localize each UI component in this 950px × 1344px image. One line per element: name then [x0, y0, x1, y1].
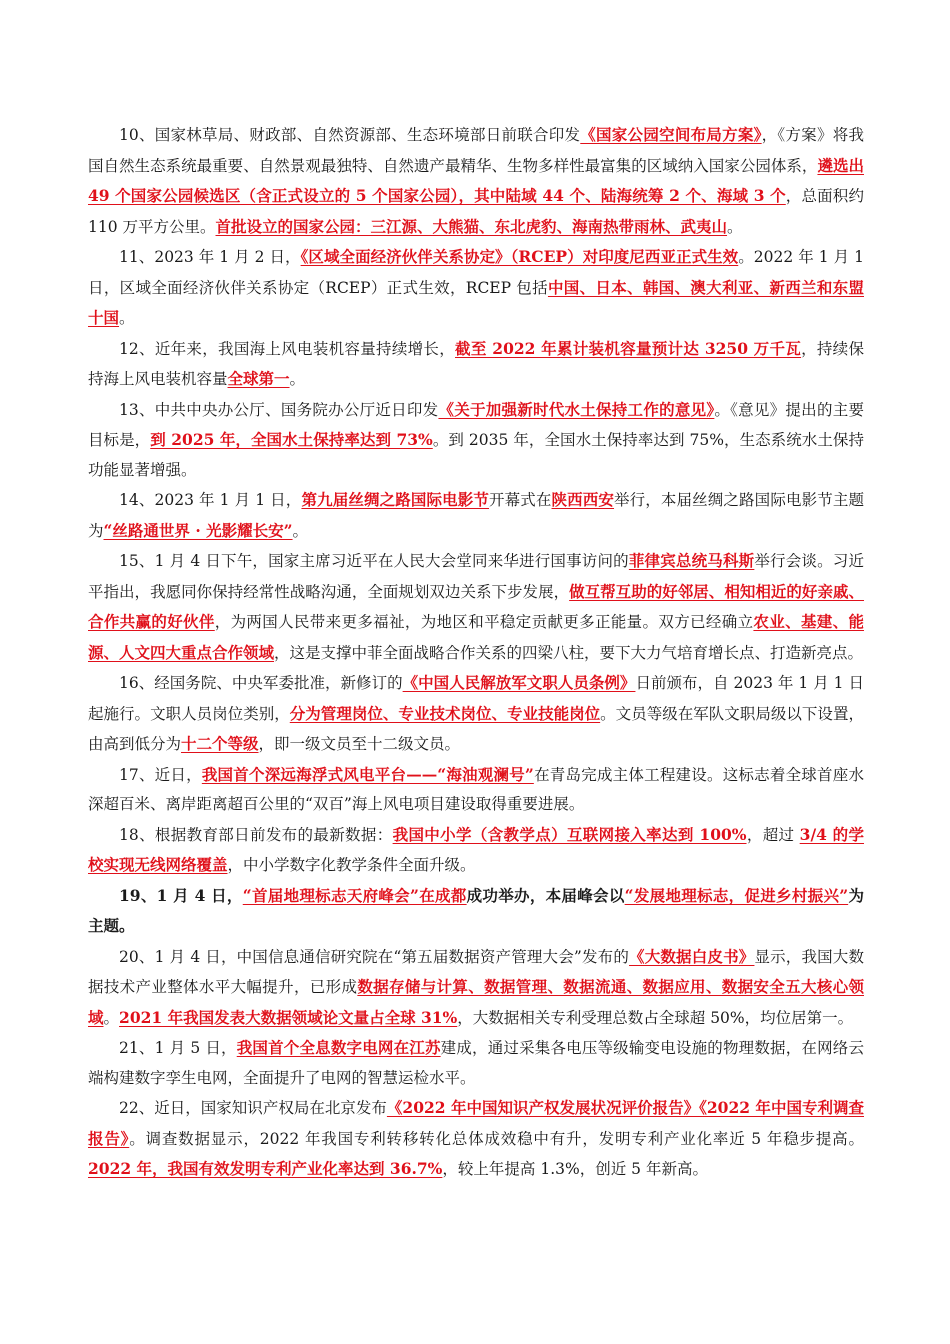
body-text: 。文员等级在军队文职局级以下设置，由高到低分为 [88, 704, 864, 753]
body-text: ，为两国人民带来更多福祉，为地区和平稳定贡献更多正能量。双方已经确立 [214, 613, 754, 631]
body-text: 12、近年来，我国海上风电装机容量持续增长， [119, 339, 456, 358]
body-text: 。 [727, 217, 743, 236]
body-text: 建成，通过采集各电压等级输变电设施的物理数据，在网络云端构建数字孪生电网，全面提升了电网的智慧运检水平。 [88, 1039, 864, 1087]
highlighted-key-point: 我国首个深远海浮式风电平台——“海油观澜号” [201, 764, 534, 784]
body-text: ，超过 [746, 825, 800, 844]
highlighted-key-point: 中国、日本、韩国、澳大利亚、新西兰和东盟十国 [88, 277, 864, 327]
body-text: ，《方案》将我国自然生态系统最重要、自然景观最独特、自然遗产最精华、生物多样性最富集的区域纳入国家公园体系， [88, 126, 864, 175]
body-text: ，即一级文员至十二级文员。 [258, 735, 461, 753]
highlighted-key-point: “丝路通世界 · 光影耀长安” [103, 520, 293, 540]
body-text: 18、根据教育部日前发布的最新数据： [119, 825, 393, 844]
body-text: 显示，我国大数据技术产业整体水平大幅提升，已形成 [88, 947, 864, 996]
body-text: ，这是支撑中菲全面战略合作关系的四梁八柱，要下大力气培育增长点、打造新亮点。 [274, 643, 864, 662]
highlighted-key-point: “首届地理标志天府峰会”在成都 [242, 885, 467, 905]
highlighted-key-point: 遴选出 49 个国家公园候选区（含正式设立的 5 个国家公园），其中陆域 44 个、陆海统筹 2 个、海域 3 个 [88, 155, 864, 205]
news-item-paragraph [88, 760, 864, 820]
document-body [88, 120, 864, 1185]
highlighted-key-point: 十二个等级 [181, 734, 259, 753]
body-text: 。到 2035 年，全国水土保持率达到 75%，生态系统水土保持功能显著增强。 [88, 431, 864, 479]
highlighted-key-point: 《大数据白皮书》 [629, 946, 755, 966]
body-text: 17、近日， [119, 765, 202, 784]
news-item-paragraph [88, 881, 864, 942]
body-text: 。 [103, 1008, 120, 1027]
news-item-paragraph [88, 395, 864, 486]
body-text: 为主题。 [88, 885, 864, 935]
body-text: 。《意见》提出的主要目标是， [88, 400, 864, 449]
highlighted-key-point: 我国中小学（含教学点）互联网接入率达到 100% [392, 824, 747, 844]
news-item-paragraph [88, 242, 864, 334]
body-text: ，持续保持海上风电装机容量 [88, 339, 864, 388]
highlighted-key-point: 农业、基建、能源、人文四大重点合作领域 [88, 612, 864, 662]
news-item-paragraph [88, 1033, 864, 1093]
highlighted-key-point: 做互帮互助的好邻居、相知相近的好亲戚、合作共赢的好伙伴 [88, 581, 864, 631]
highlighted-key-point: 菲律宾总统马科斯 [628, 551, 755, 570]
body-text: 10、国家林草局、财政部、自然资源部、生态环境部日前联合印发 [119, 126, 581, 144]
body-text: 。2022 年 1 月 1 日，区域全面经济伙伴关系协定（RCEP）正式生效，RCEP 包括 [88, 248, 864, 297]
highlighted-key-point: 截至 2022 年累计装机容量预计达 3250 万千瓦 [455, 338, 802, 358]
highlighted-key-point: 《关于加强新时代水土保持工作的意见》 [438, 399, 715, 419]
body-text: ，中小学数字化教学条件全面升级。 [227, 856, 476, 874]
body-text: 。 [289, 370, 306, 388]
body-text: ，较上年提高 1.3%，创近 5 年新高。 [442, 1160, 708, 1178]
body-text: 。 [292, 521, 309, 540]
news-item-paragraph [88, 334, 864, 395]
highlighted-key-point: 到 2025 年，全国水土保持率达到 73% [150, 430, 433, 449]
body-text: 举行会谈。习近平指出，我愿同你保持经常性战略沟通，全面规划双边关系下步发展， [88, 552, 864, 601]
body-text: 14、2023 年 1 月 1 日， [119, 491, 302, 509]
body-text: 。 [119, 309, 135, 327]
body-text: 成功举办，本届峰会以 [466, 885, 625, 905]
news-item-paragraph [88, 820, 864, 881]
highlighted-key-point: 数据存储与计算、数据管理、数据流通、数据应用、数据安全五大核心领域 [88, 977, 864, 1027]
body-text: 举行，本届丝绸之路国际电影节主题为 [88, 491, 864, 540]
highlighted-key-point: 《2022 年中国知识产权发展状况评价报告》《2022 年中国专利调查报告》 [88, 1098, 864, 1148]
body-text: 13、中共中央办公厅、国务院办公厅近日印发 [119, 400, 439, 419]
body-text: 19、1 月 4 日， [119, 885, 243, 905]
body-text: ，总面积约 110 万平方公里。 [88, 187, 864, 236]
body-text: 开幕式在 [489, 491, 552, 509]
highlighted-key-point: 《中国人民解放军文职人员条例》 [402, 673, 636, 692]
highlighted-key-point: 第九届丝绸之路国际电影节 [301, 490, 489, 509]
highlighted-key-point: 2022 年，我国有效发明专利产业化率达到 36.7% [88, 1159, 443, 1178]
news-item-paragraph [88, 1093, 864, 1185]
news-item-paragraph [88, 546, 864, 668]
news-item-paragraph [88, 668, 864, 760]
news-item-paragraph [88, 120, 864, 242]
highlighted-key-point: 《区域全面经济伙伴关系协定》（RCEP）对印度尼西亚正式生效 [300, 247, 739, 266]
highlighted-key-point: 2021 年我国发表大数据领域论文量占全球 31% [119, 1007, 458, 1027]
highlighted-key-point: 全球第一 [227, 369, 290, 388]
highlighted-key-point: 首批设立的国家公园：三江源、大熊猫、东北虎豹、海南热带雨林、武夷山 [215, 216, 728, 236]
highlighted-key-point: 陕西西安 [551, 490, 615, 509]
body-text: 22、近日，国家知识产权局在北京发布 [119, 1099, 387, 1117]
body-text: 21、1 月 5 日， [119, 1039, 237, 1057]
highlighted-key-point: 《国家公园空间布局方案》 [580, 125, 762, 144]
highlighted-key-point: 分为管理岗位、专业技术岗位、专业技能岗位 [289, 703, 601, 723]
body-text: ，大数据相关专利受理总数占全球超 50%，均位居第一。 [457, 1008, 854, 1027]
body-text: 16、经国务院、中央军委批准，新修订的 [119, 674, 403, 692]
highlighted-key-point: 3/4 的学校实现无线网络覆盖 [88, 824, 864, 874]
body-text: 在青岛完成主体工程建设。这标志着全球首座水深超百米、离岸距离超百公里的“双百”海上风电项目建设取得重要进展。 [88, 765, 864, 813]
news-item-paragraph [88, 942, 864, 1034]
body-text: 日前颁布，自 2023 年 1 月 1 日起施行。文职人员岗位类别， [88, 674, 864, 723]
news-item-paragraph [88, 485, 864, 546]
body-text: 11、2023 年 1 月 2 日， [119, 248, 301, 266]
body-text: 15、1 月 4 日下午，国家主席习近平在人民大会堂同来华进行国事访问的 [119, 552, 629, 570]
body-text: 20、1 月 4 日，中国信息通信研究院在“第五届数据资产管理大会”发布的 [119, 947, 630, 966]
highlighted-key-point: 我国首个全息数字电网在江苏 [236, 1038, 441, 1057]
highlighted-key-point: “发展地理标志，促进乡村振兴” [624, 885, 849, 905]
body-text: 。调查数据显示，2022 年我国专利转移转化总体成效稳中有升，发明专利产业化率近 5 年稳步提高。 [129, 1129, 864, 1148]
